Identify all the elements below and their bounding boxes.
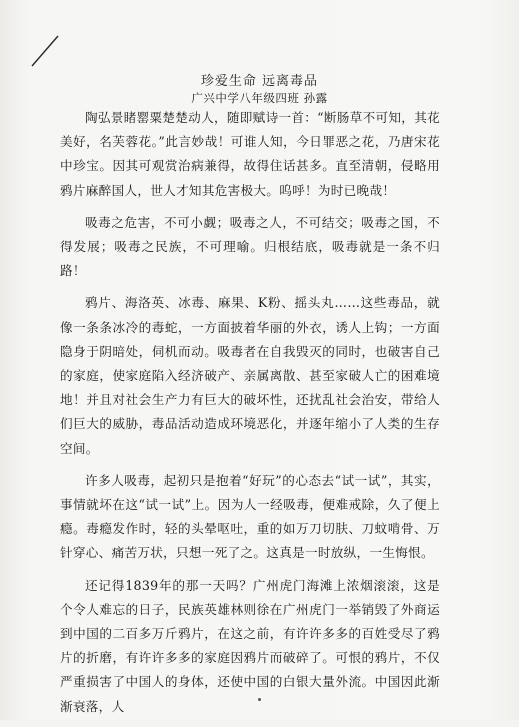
author-byline: 广兴中学八年级四班 孙露 (191, 91, 328, 105)
essay-title: 珍爱生命 远离毒品 (200, 74, 319, 89)
paragraph: 鸦片、海洛英、冰毒、麻果、K粉、摇头丸……这些毒品，就像一条条冰冷的毒蛇，一方面披着华丽的外衣，诱人上钩；一方面隐身于阴暗处，伺机而动。吸毒者在自我毁灭的同时，也破害自己的家庭，使家庭陷入经济破产、亲属离散、甚至家破人亡的困难境地！并且对社会生产力有巨大的破坏性，还扰乱社会治安，带给人们巨大的威胁，毒品活动造成环境恶化，并逐年缩小了人类的生存空间。 (60, 295, 440, 456)
essay-body (60, 106, 440, 727)
paragraph: 许多人吸毒，起初只是抱着“好玩”的心态去“试一试”，其实，事情就坏在这“试一试”上。因为人一经吸毒，便难戒除，久了便上瘾。毒瘾发作时，轻的头晕呕吐，重的如万刀切肤、刀蚊啃骨、万针穿心、痛苦万状，只想一死了之。这真是一时放纵，一生悔恨。 (60, 472, 440, 561)
paragraph: 还记得1839年的那一天吗？广州虎门海滩上浓烟滚滚，这是个令人难忘的日子，民族英雄林则徐在广州虎门一举销毁了外商运到中国的二百多万斤鸦片，在这之前，有许许多多的百姓受尽了鸦片的折磨，有许许多多的家庭因鸦片而破碎了。可恨的鸦片，不仅严重损害了中国人的身体，还使中国的白银大量外流。中国因此渐渐衰落，人 (60, 577, 440, 714)
paragraph: 吸毒之危害，不可小觑；吸毒之人，不可结交；吸毒之国，不得发展；吸毒之民族，不可理喻。归根结底，吸毒就是一条不归路！ (60, 214, 440, 279)
page-dot-mark (258, 698, 261, 701)
pen-stroke-mark (28, 30, 68, 70)
paragraph: 陶弘景睹罂粟楚楚动人，随即赋诗一首：“断肠草不可知，其花美好，名芙蓉花。”此言妙哉！可谁人知，今日罪恶之花，乃唐宋花中珍宝。因其可观赏治病兼得，故得住话甚多。直至清朝，侵略用鸦片麻醉国人，世人才知其危害极大。呜呼！为时已晚哉！ (60, 110, 440, 198)
